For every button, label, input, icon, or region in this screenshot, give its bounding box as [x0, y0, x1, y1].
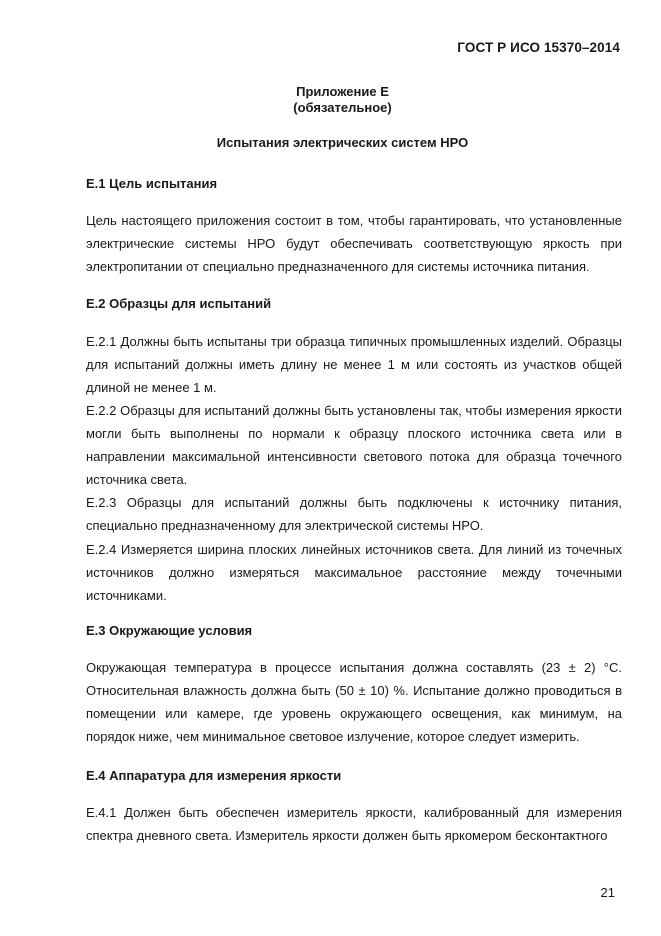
page-number: 21 [600, 885, 615, 900]
annex-status: (обязательное) [293, 100, 392, 115]
paragraph-e2-4: Е.2.4 Измеряется ширина плоских линейных источников света. Для линий из точечных источников должно измеряться максимальное расстояние между точечными источниками. [86, 542, 622, 603]
paragraph-e2-3: Е.2.3 Образцы для испытаний должны быть подключены к источнику питания, специально предназначенному для электрической системы НРО. [86, 495, 622, 533]
paragraph-e1: Цель настоящего приложения состоит в том, чтобы гарантировать, что установленные электрические системы НРО будут обеспечивать соответствующую яркость при электропитании от специально предназначенного для системы источника питания. [86, 213, 622, 274]
section-heading-e1: Е.1 Цель испытания [86, 176, 218, 191]
section-heading-e2: Е.2 Образцы для испытаний [86, 296, 272, 311]
annex-subject: Испытания электрических систем НРО [216, 135, 469, 150]
paragraph-e4-1: Е.4.1 Должен быть обеспечен измеритель яркости, калиброванный для измерения спектра дневного света. Измеритель яркости должен быть яркомером бесконтактного [86, 805, 622, 843]
paragraph-e2-1: Е.2.1 Должны быть испытаны три образца типичных промышленных изделий. Образцы для испытаний должны иметь длину не менее 1 м или состоять из участков общей длиной не менее 1 м. [86, 334, 622, 395]
section-heading-e3: Е.3 Окружающие условия [86, 623, 253, 638]
annex-title: Приложение Е [296, 84, 389, 99]
standard-designation: ГОСТ Р ИСО 15370–2014 [457, 40, 620, 55]
paragraph-e2-2: Е.2.2 Образцы для испытаний должны быть установлены так, чтобы измерения яркости могли быть выполнены по нормали к образцу плоского источника света или в направлении максимальной интенсивности светового потока для образца точечного источника света. [86, 403, 622, 487]
section-heading-e4: Е.4 Аппаратура для измерения яркости [86, 768, 342, 783]
paragraph-e3: Окружающая температура в процессе испытания должна составлять (23 ± 2) °С. Относительная влажность должна быть (50 ± 10) %. Испытание должно проводиться в помещении или камере, где уровень окружающего освещения, как минимум, на порядок ниже, чем минимальное световое излучение, которое следует измерить. [86, 660, 622, 744]
